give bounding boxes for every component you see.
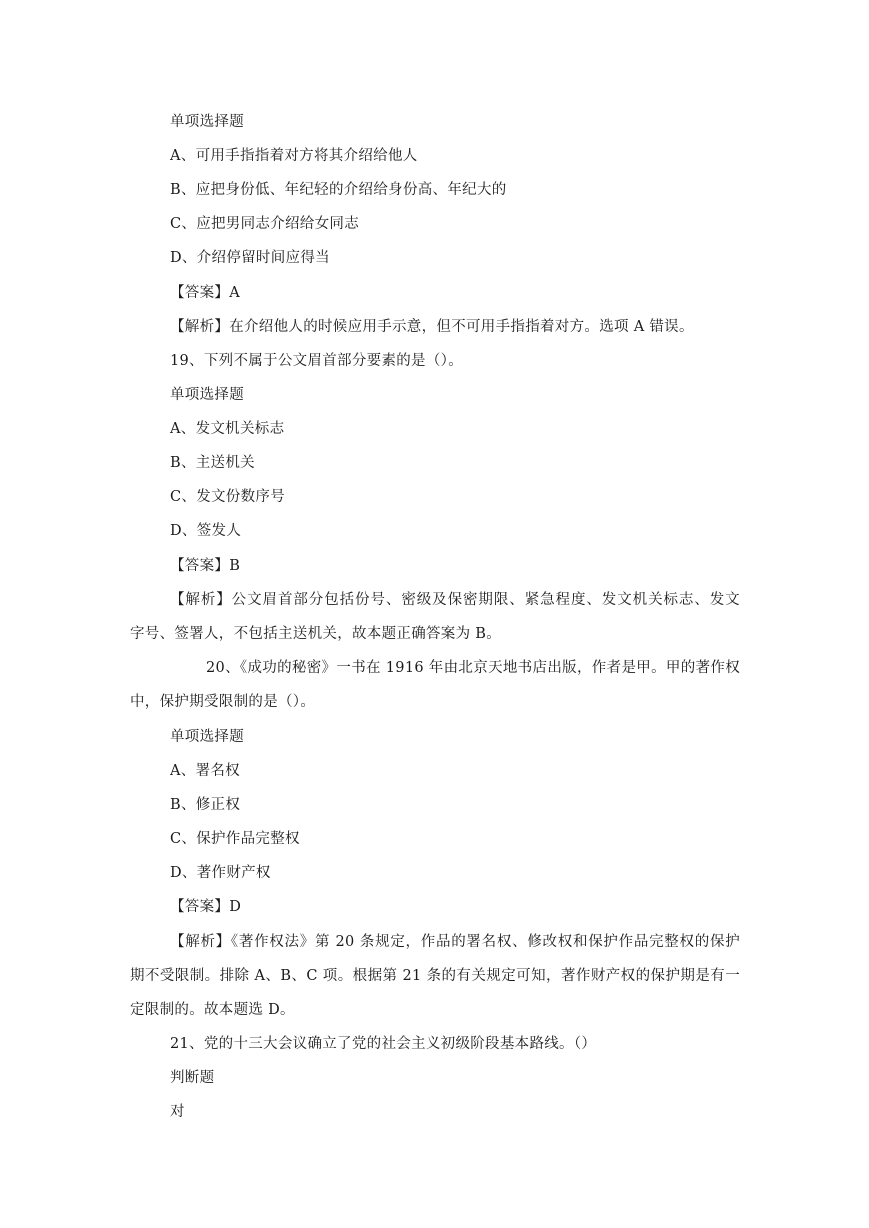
explanation-line: 【解析】公文眉首部分包括份号、密级及保密期限、紧急程度、发文机关标志、发文 [170,592,740,608]
explanation-line: 【解析】《著作权法》第 20 条规定，作品的署名权、修改权和保护作品完整权的保护 [170,934,740,950]
explanation-line: 【解析】在介绍他人的时候应用手示意，但不可用手指指着对方。选项 A 错误。 [170,319,694,335]
option-d: D、著作财产权 [170,865,271,881]
explanation-continuation: 期不受限制。排除 A、B、C 项。根据第 21 条的有关规定可知，著作财产权的保护期是有一 [130,968,740,984]
question-type-label: 单项选择题 [170,114,244,130]
answer-line: 【答案】D [170,899,242,915]
option-a: A、可用手指指着对方将其介绍给他人 [170,148,418,164]
option-a: A、署名权 [170,763,240,779]
option-d: D、签发人 [170,523,242,539]
answer-option: 对 [170,1104,185,1120]
question-19: 19、下列不属于公文眉首部分要素的是（）。 [170,353,463,369]
option-b: B、修正权 [170,797,241,813]
option-a: A、发文机关标志 [170,421,285,437]
explanation-continuation: 字号、签署人，不包括主送机关，故本题正确答案为 B。 [130,626,502,642]
question-type-label: 单项选择题 [170,387,244,403]
option-c: C、保护作品完整权 [170,831,300,847]
option-b: B、应把身份低、年纪轻的介绍给身份高、年纪大的 [170,182,507,198]
question-20-continuation: 中，保护期受限制的是（）。 [130,694,316,710]
answer-line: 【答案】A [170,285,240,301]
explanation-continuation: 定限制的。故本题选 D。 [130,1002,295,1018]
option-d: D、介绍停留时间应得当 [170,250,330,266]
option-c: C、应把男同志介绍给女同志 [170,216,359,232]
option-c: C、发文份数序号 [170,489,285,505]
question-type-label: 单项选择题 [170,729,244,745]
question-type-label: 判断题 [170,1070,215,1086]
question-20: 20、《成功的秘密》一书在 1916 年由北京天地书店出版，作者是甲。甲的著作权 [206,660,740,676]
option-b: B、主送机关 [170,455,255,471]
answer-line: 【答案】B [170,558,241,574]
question-21: 21、党的十三大会议确立了党的社会主义初级阶段基本路线。（） [170,1036,597,1052]
